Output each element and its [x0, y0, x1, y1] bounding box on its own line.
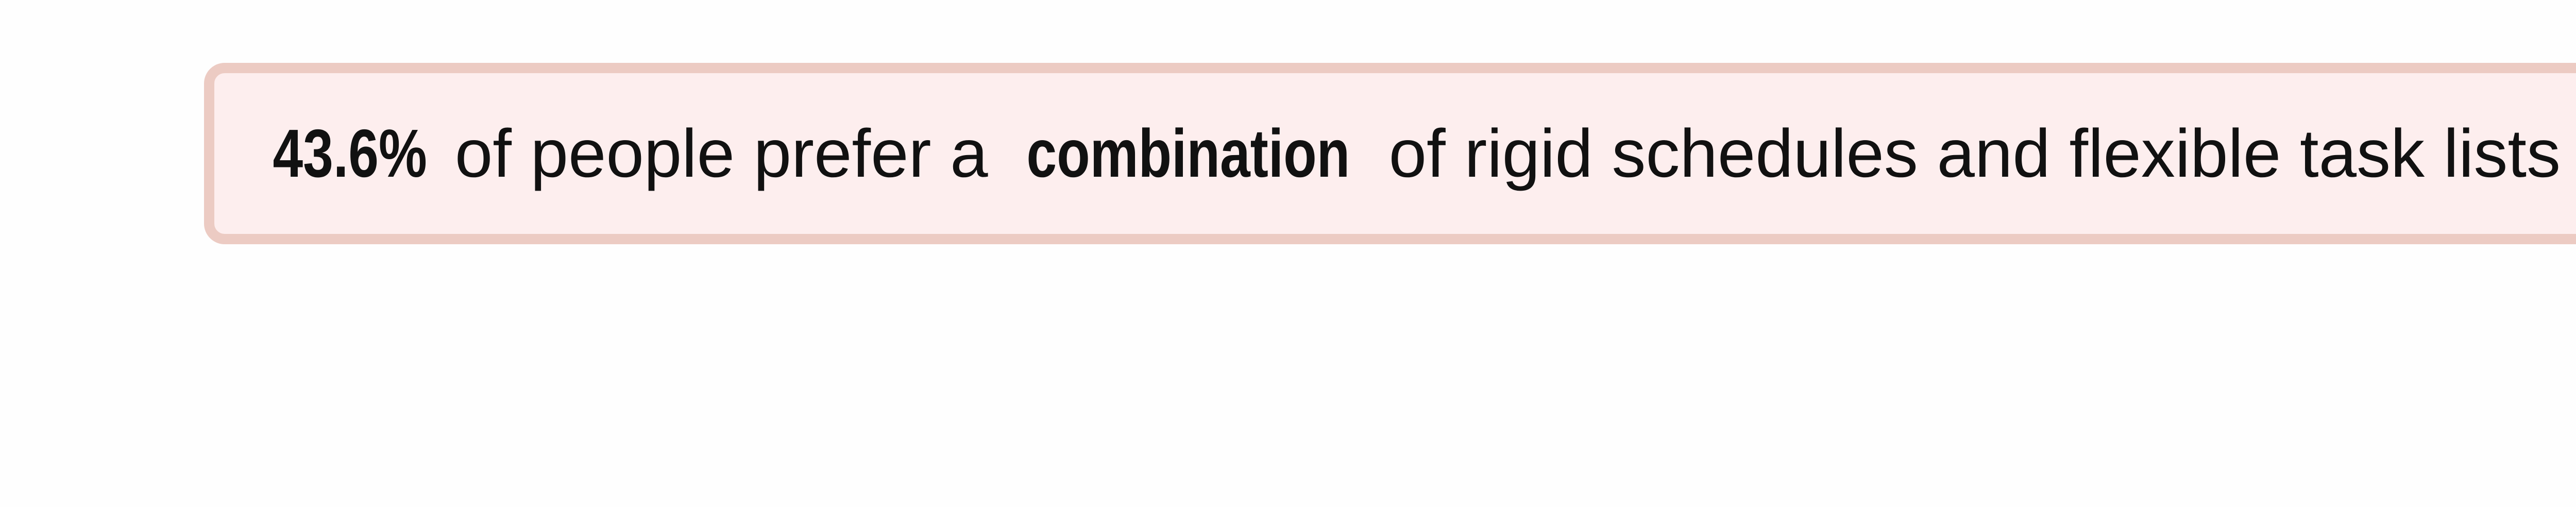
- stat-text-part-2: of rigid schedules and flexible task lists: [1369, 115, 2561, 191]
- stat-text-part-1: of people prefer a: [436, 115, 1007, 191]
- stat-callout-box: [204, 63, 2576, 244]
- stat-value: 43.6%: [273, 115, 427, 191]
- stat-callout-text: [259, 115, 2561, 191]
- stat-keyword: combination: [1026, 115, 1350, 191]
